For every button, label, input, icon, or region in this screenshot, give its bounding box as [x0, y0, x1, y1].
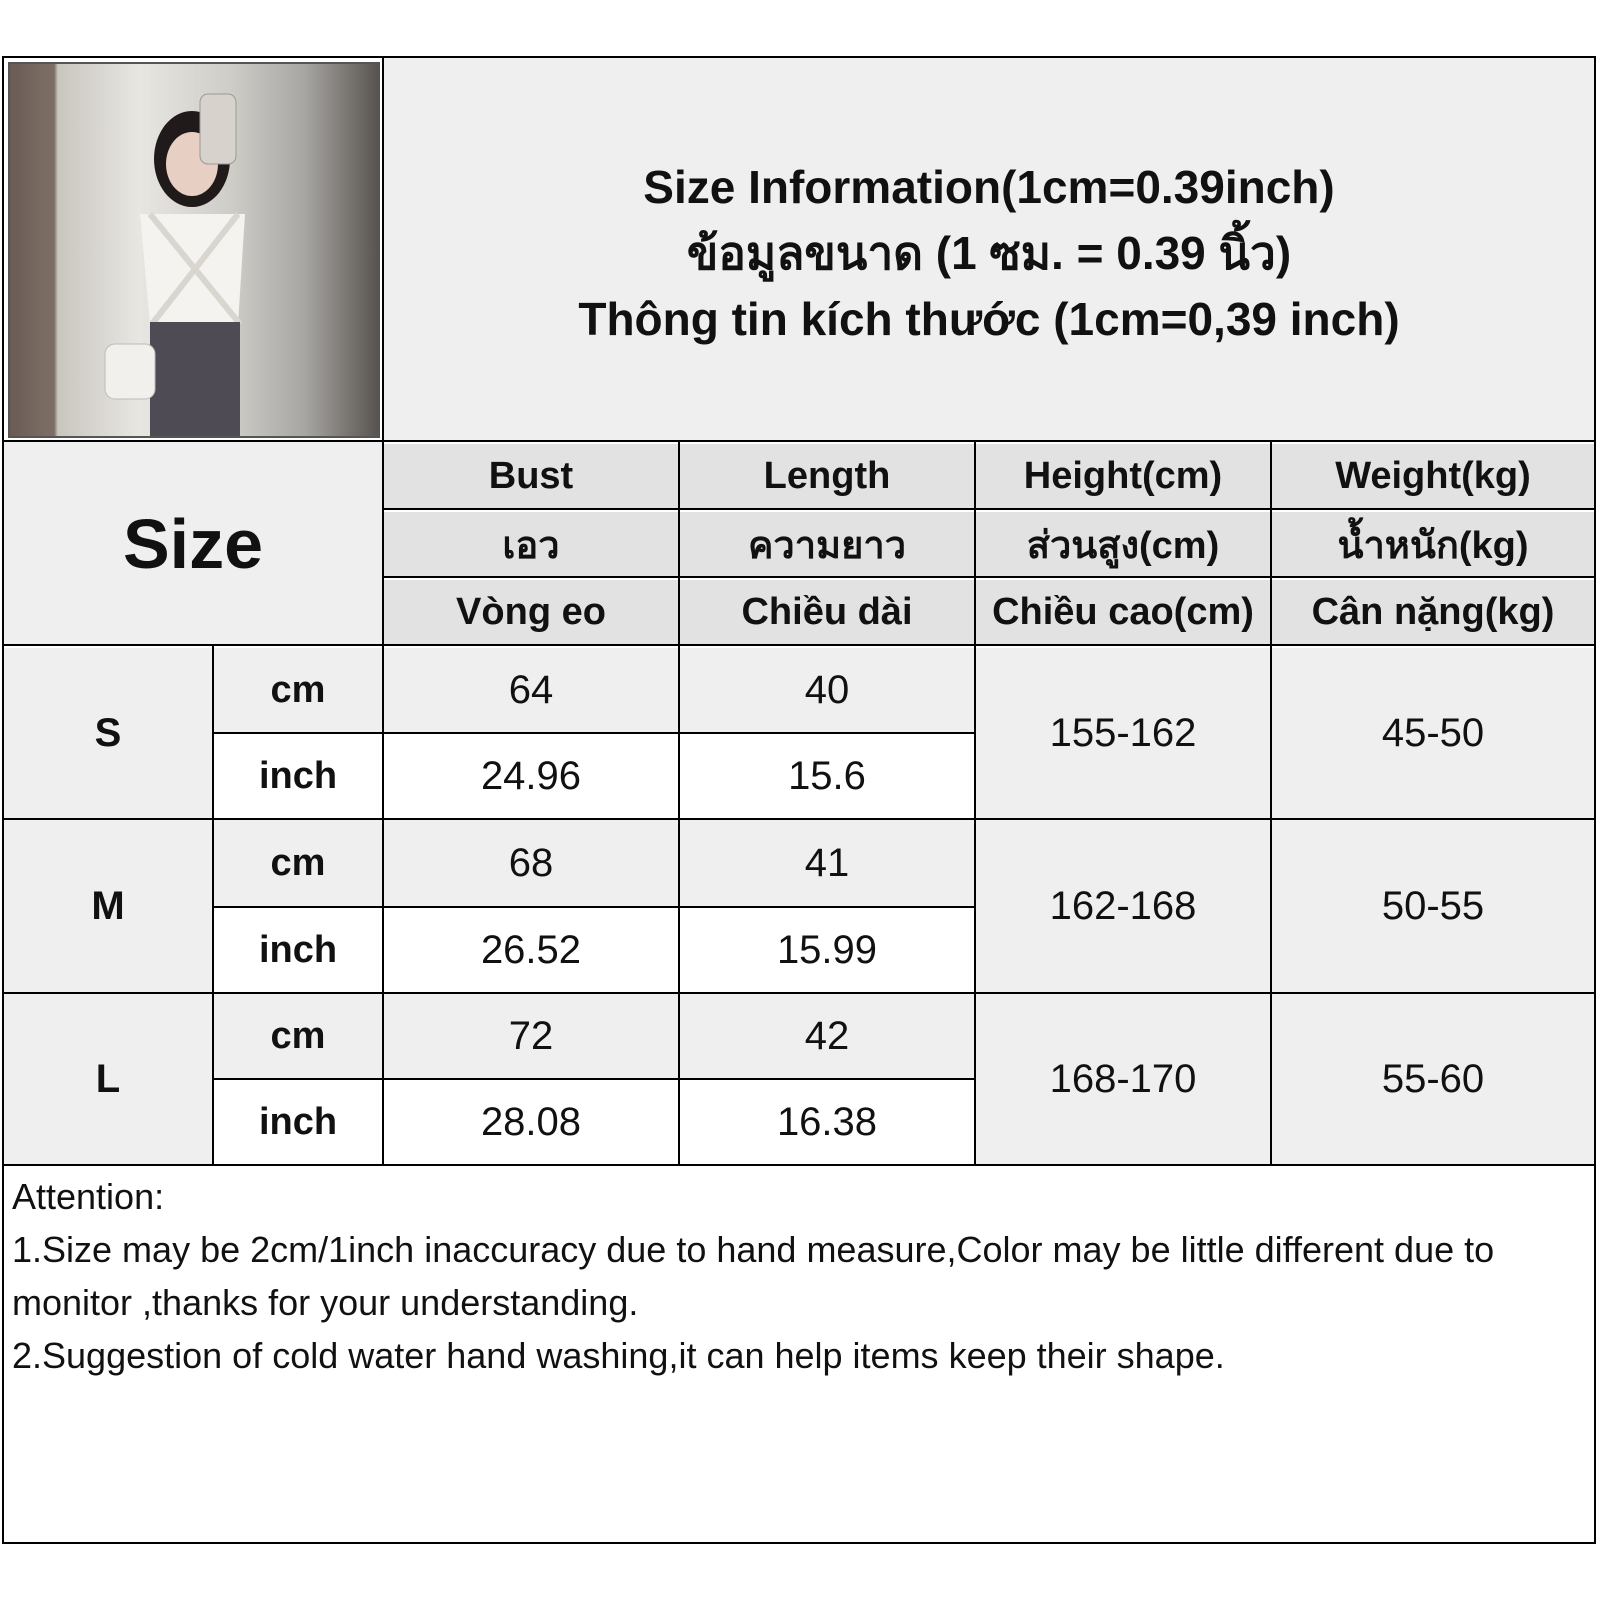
col-bust-th: เอว — [384, 512, 678, 576]
size-m-height: 162-168 — [976, 820, 1270, 992]
title-block — [384, 58, 1594, 440]
size-m-length-cm: 41 — [680, 820, 974, 906]
col-weight-vi: Cân nặng(kg) — [1272, 580, 1594, 644]
notes-line-2: 2.Suggestion of cold water hand washing,it can help items keep their shape. — [12, 1335, 1225, 1376]
size-s-length-cm: 40 — [680, 648, 974, 732]
col-bust-vi: Vòng eo — [384, 580, 678, 644]
size-s-inch-label: inch — [214, 734, 382, 818]
col-length-th: ความยาว — [680, 512, 974, 576]
notes-heading: Attention: — [12, 1176, 165, 1217]
size-s-label: S — [4, 648, 212, 818]
size-m-length-inch: 15.99 — [680, 908, 974, 992]
col-weight-th: น้ำหนัก(kg) — [1272, 512, 1594, 576]
size-s-bust-cm: 64 — [384, 648, 678, 732]
notes-line-1: 1.Size may be 2cm/1inch inaccuracy due to hand measure,Color may be little different due to monitor ,thanks for your understanding. — [12, 1229, 1495, 1323]
size-l-label: L — [4, 994, 212, 1164]
size-s-cm-label: cm — [214, 648, 382, 732]
size-s-bust-inch: 24.96 — [384, 734, 678, 818]
size-l-height: 168-170 — [976, 994, 1270, 1164]
title-english: Size Information(1cm=0.39inch) — [643, 161, 1335, 213]
col-height-vi: Chiều cao(cm) — [976, 580, 1270, 644]
size-m-inch-label: inch — [214, 908, 382, 992]
size-header: Size — [4, 442, 382, 646]
col-length-en: Length — [680, 444, 974, 508]
size-l-weight: 55-60 — [1272, 994, 1594, 1164]
size-m-label: M — [4, 820, 212, 992]
size-m-bust-inch: 26.52 — [384, 908, 678, 992]
size-chart-sheet — [2, 56, 1596, 1544]
size-l-inch-label: inch — [214, 1080, 382, 1164]
size-l-bust-inch: 28.08 — [384, 1080, 678, 1164]
size-s-length-inch: 15.6 — [680, 734, 974, 818]
size-l-length-inch: 16.38 — [680, 1080, 974, 1164]
col-height-en: Height(cm) — [976, 444, 1270, 508]
size-l-length-cm: 42 — [680, 994, 974, 1078]
size-m-cm-label: cm — [214, 820, 382, 906]
col-length-vi: Chiều dài — [680, 580, 974, 644]
model-photo-icon — [10, 64, 378, 436]
size-l-cm-label: cm — [214, 994, 382, 1078]
size-m-weight: 50-55 — [1272, 820, 1594, 992]
attention-notes — [4, 1166, 1594, 1542]
col-bust-en: Bust — [384, 444, 678, 508]
col-height-th: ส่วนสูง(cm) — [976, 512, 1270, 576]
size-s-weight: 45-50 — [1272, 648, 1594, 818]
size-m-bust-cm: 68 — [384, 820, 678, 906]
product-photo — [8, 62, 380, 438]
size-s-height: 155-162 — [976, 648, 1270, 818]
title-thai: ข้อมูลขนาด (1 ซม. = 0.39 นิ้ว) — [686, 227, 1292, 279]
col-weight-en: Weight(kg) — [1272, 444, 1594, 508]
size-l-bust-cm: 72 — [384, 994, 678, 1078]
title-vietnamese: Thông tin kích thước (1cm=0,39 inch) — [578, 293, 1400, 345]
